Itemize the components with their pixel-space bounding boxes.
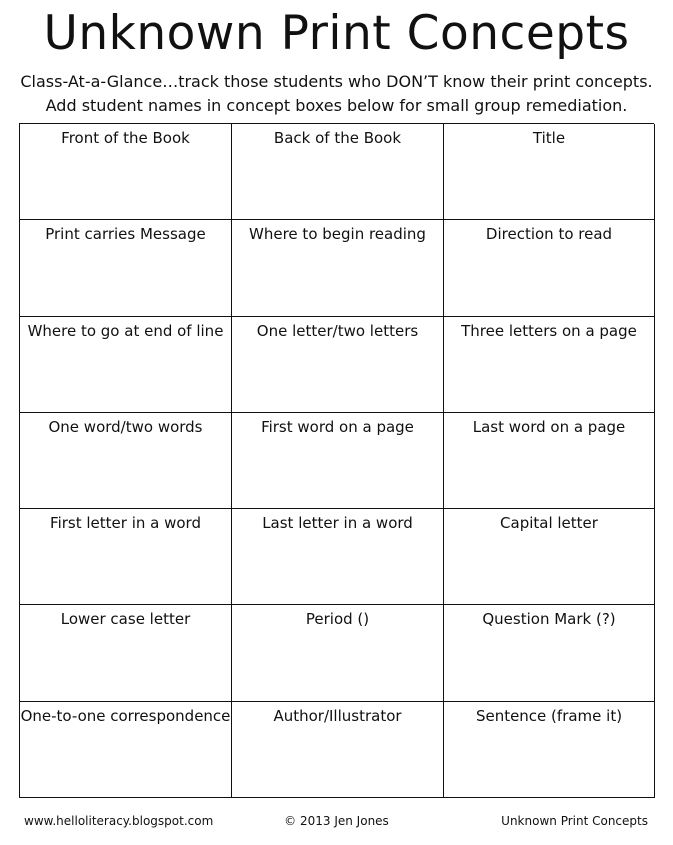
- concept-box: Question Mark (?): [444, 605, 655, 701]
- concept-box: Last letter in a word: [232, 509, 444, 605]
- concept-box: Sentence (frame it): [444, 702, 655, 798]
- page-title: Unknown Print Concepts: [43, 6, 630, 61]
- concept-box: One word/two words: [20, 413, 232, 509]
- concept-box: Period (): [232, 605, 444, 701]
- concept-box: Back of the Book: [232, 124, 444, 220]
- concept-box: Author/Illustrator: [232, 702, 444, 798]
- concept-box: First word on a page: [232, 413, 444, 509]
- subtitle-line-2: Add student names in concept boxes below for small group remediation.: [45, 96, 628, 115]
- subtitle-line-1: Class-At-a-Glance…track those students who DON’T know their print concepts.: [20, 72, 653, 91]
- concept-box: First letter in a word: [20, 509, 232, 605]
- concept-box: Where to begin reading: [232, 220, 444, 316]
- concept-box: Title: [444, 124, 655, 220]
- concept-box: Front of the Book: [20, 124, 232, 220]
- concept-box: Last word on a page: [444, 413, 655, 509]
- footer-doc-title: Unknown Print Concepts: [501, 814, 648, 828]
- footer-website: www.helloliteracy.blogspot.com: [24, 814, 214, 828]
- concept-grid: [19, 123, 654, 798]
- concept-box: One letter/two letters: [232, 317, 444, 413]
- concept-box: Where to go at end of line: [20, 317, 232, 413]
- footer-copyright: © 2013 Jen Jones: [284, 814, 389, 828]
- concept-box: Three letters on a page: [444, 317, 655, 413]
- concept-box: Capital letter: [444, 509, 655, 605]
- concept-box: One-to-one correspondence: [20, 702, 232, 798]
- concept-box: Lower case letter: [20, 605, 232, 701]
- concept-box: Direction to read: [444, 220, 655, 316]
- concept-box: Print carries Message: [20, 220, 232, 316]
